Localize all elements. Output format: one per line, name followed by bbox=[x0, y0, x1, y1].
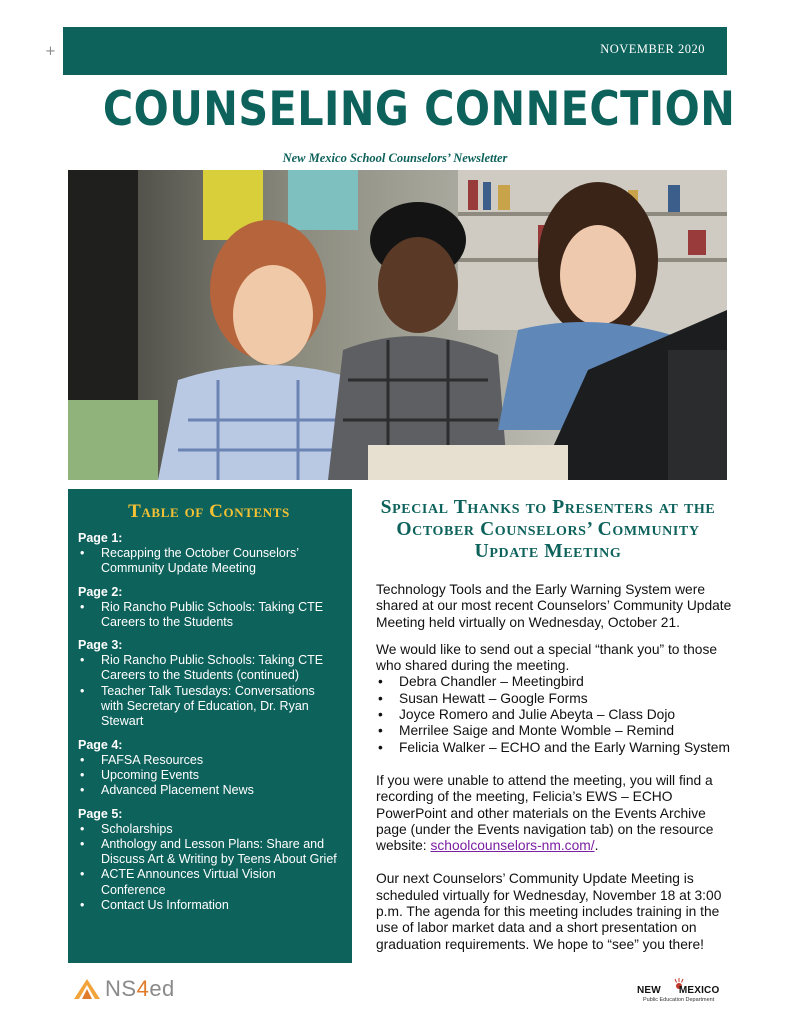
ns4ed-triangle-icon bbox=[73, 978, 101, 1000]
presenter-list bbox=[376, 674, 736, 755]
toc-item: • Rio Rancho Public Schools: Taking CTE Careers to the Students bbox=[78, 600, 340, 631]
presenter-item: • Joyce Romero and Julie Abeyta – Class Dojo bbox=[376, 707, 736, 723]
crop-mark: + bbox=[45, 44, 56, 59]
newsletter-subtitle: New Mexico School Counselors’ Newsletter bbox=[282, 151, 508, 165]
nm-logo-name: NEW MEXICO bbox=[637, 985, 720, 996]
toc-item: • Contact Us Information bbox=[78, 898, 340, 913]
article-paragraph: Technology Tools and the Early Warning System were shared at our most recent Counselors’ Community Update Meeting held virtually on Wednesday, October 21. bbox=[376, 582, 732, 630]
presenter-item: • Felicia Walker – ECHO and the Early Warning System bbox=[376, 740, 736, 756]
toc-item: • Recapping the October Counselors’ Community Update Meeting bbox=[78, 546, 340, 577]
ns4ed-wordmark: NS4ed bbox=[105, 976, 175, 1001]
toc-item: • ACTE Announces Virtual Vision Conference bbox=[78, 867, 340, 898]
toc-page-label: Page 1: bbox=[78, 531, 123, 545]
toc-item: • Advanced Placement News bbox=[78, 783, 340, 798]
presenter-item: • Susan Hewatt – Google Forms bbox=[376, 691, 736, 707]
hero-photo-students-at-computer bbox=[68, 170, 727, 480]
toc-item: • Upcoming Events bbox=[78, 768, 340, 783]
toc-item: • Anthology and Lesson Plans: Share and Discuss Art & Writing by Teens About Grief bbox=[78, 837, 340, 868]
nm-ped-logo bbox=[637, 978, 723, 1006]
link-suffix: . bbox=[594, 838, 599, 854]
nm-logo-subtitle: Public Education Department bbox=[643, 997, 715, 1003]
toc-title: Table of Contents bbox=[128, 501, 290, 522]
toc-item: • Teacher Talk Tuesdays: Conversations with Secretary of Education, Dr. Ryan Stewart bbox=[78, 684, 340, 730]
toc-page-label: Page 2: bbox=[78, 584, 123, 599]
issue-date: NOVEMBER 2020 bbox=[600, 42, 705, 56]
toc-page-items bbox=[78, 822, 340, 914]
hero-photo-illustration bbox=[68, 170, 727, 480]
ns4ed-logo bbox=[73, 976, 175, 1002]
toc-page-items bbox=[78, 653, 340, 729]
article-body bbox=[376, 582, 736, 964]
toc-item: • Rio Rancho Public Schools: Taking CTE Careers to the Students (continued) bbox=[78, 653, 340, 684]
article-paragraph: Our next Counselors’ Community Update Meeting is scheduled virtually for Wednesday, November 18 at 3:00 p.m. The agenda for this meeting includes training in the use of labor market data and a short presentation on graduation requirements. We hope to “see” you there! bbox=[376, 871, 722, 952]
article-paragraph-text: If you were unable to attend the meeting, you will find a recording of the meeting, Felicia’s EWS – ECHO PowerPoint and other materials on the Events Archive page (under the Events navigation tab) on the resource website: bbox=[376, 772, 714, 854]
article-title: Special Thanks to Presenters at the October Counselors’ Community Update Meeting bbox=[380, 497, 716, 562]
toc-item: • Scholarships bbox=[78, 822, 340, 837]
toc-page-label: Page 4: bbox=[78, 737, 123, 752]
article-paragraph bbox=[376, 773, 736, 854]
article-paragraph: We would like to send out a special “thank you” to those who shared during the meeting. bbox=[376, 641, 718, 674]
header-bar bbox=[63, 27, 727, 75]
presenter-item: • Debra Chandler – Meetingbird bbox=[376, 674, 736, 690]
presenter-item: • Merrilee Saige and Monte Womble – Remind bbox=[376, 723, 736, 739]
resource-website-link[interactable]: schoolcounselors-nm.com/ bbox=[430, 838, 595, 854]
toc-page-label: Page 5: bbox=[78, 806, 123, 821]
toc-page-items bbox=[78, 753, 340, 799]
toc-page-label: Page 3: bbox=[78, 638, 123, 653]
toc-page-items bbox=[78, 600, 340, 631]
toc-page-items bbox=[78, 546, 340, 577]
table-of-contents bbox=[68, 489, 352, 963]
toc-body bbox=[78, 531, 340, 913]
newsletter-title: COUNSELING CONNECTION bbox=[102, 82, 736, 137]
toc-item: • FAFSA Resources bbox=[78, 753, 340, 768]
